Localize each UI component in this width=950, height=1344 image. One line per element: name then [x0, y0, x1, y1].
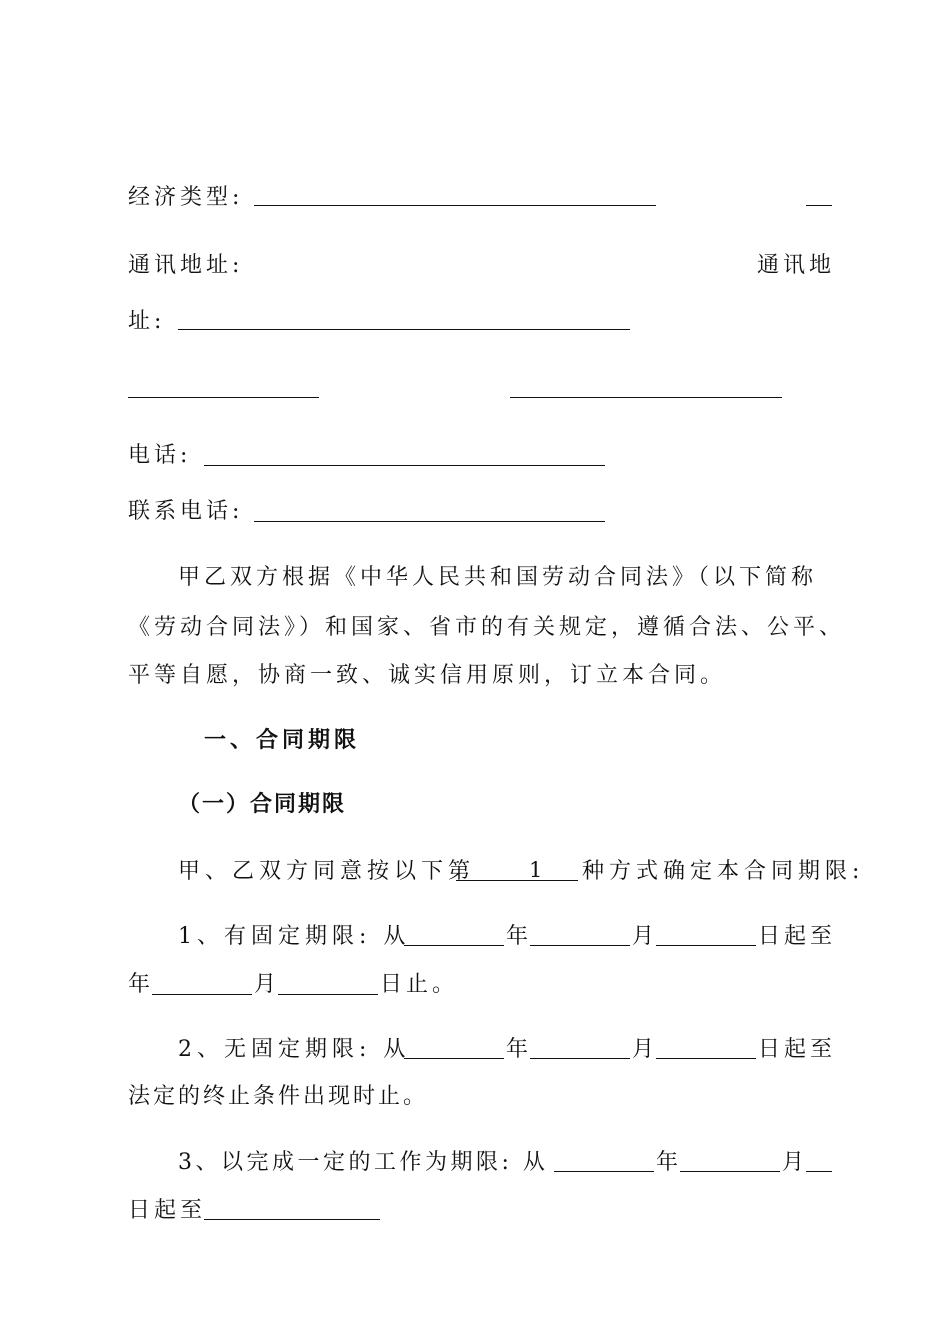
preamble-line-3: 平等自愿，协商一致、诚实信用原则，订立本合同。 — [128, 663, 727, 688]
economic-type-field-right[interactable] — [806, 205, 832, 206]
option3-pre: 3、以完成一定的工作为期限: 从 — [178, 1150, 549, 1175]
month-label: 月 — [782, 1150, 809, 1175]
month-label: 月 — [632, 924, 659, 949]
year-label: 年 — [506, 1037, 533, 1062]
option3-start-day-field[interactable] — [806, 1171, 832, 1172]
section-subheading: （一）合同期限 — [178, 791, 347, 817]
option2-start-month-field[interactable] — [530, 1058, 630, 1059]
term-intro-pre: 甲、乙双方同意按以下第 — [178, 859, 476, 884]
start-end-label: 日起至 — [758, 1037, 837, 1062]
term-option-value: 1 — [529, 858, 543, 882]
option2-start-year-field[interactable] — [404, 1058, 504, 1059]
address-field[interactable] — [178, 329, 630, 330]
start-end-label: 日起至 — [758, 924, 837, 949]
option2-start-day-field[interactable] — [656, 1058, 756, 1059]
option3-end-field[interactable] — [204, 1219, 380, 1220]
option3-line2: 日起至 — [128, 1198, 207, 1223]
option1-start-day-field[interactable] — [656, 945, 756, 946]
option1-start-month-field[interactable] — [530, 945, 630, 946]
option2-pre: 2、无固定期限: 从 — [178, 1037, 411, 1062]
phone-label: 电话: — [128, 443, 192, 468]
address-label-right: 通讯地 — [757, 253, 836, 278]
section-heading: 一、合同期限 — [204, 727, 361, 753]
address-field-line2-left[interactable] — [128, 397, 319, 398]
option1-end-year-field[interactable] — [152, 994, 252, 995]
option3-start-month-field[interactable] — [680, 1171, 780, 1172]
year-label: 年 — [656, 1150, 683, 1175]
address-label-left: 通讯地址: — [128, 253, 244, 278]
year-label: 年 — [506, 924, 533, 949]
option1-start-year-field[interactable] — [404, 945, 504, 946]
contact-phone-field[interactable] — [254, 521, 605, 522]
option2-line2: 法定的终止条件出现时止。 — [128, 1084, 429, 1109]
contact-phone-label: 联系电话: — [128, 499, 244, 524]
year-label: 年 — [128, 972, 155, 997]
address-label-cont: 址: — [128, 309, 166, 334]
phone-field[interactable] — [204, 465, 605, 466]
month-label: 月 — [632, 1037, 659, 1062]
preamble-line-1: 甲乙双方根据《中华人民共和国劳动合同法》（以下简称 — [178, 565, 818, 590]
preamble-line-2: 《劳动合同法》）和国家、省市的有关规定，遵循合法、公平、 — [128, 615, 846, 640]
option3-start-year-field[interactable] — [554, 1171, 654, 1172]
term-intro-post: 种方式确定本合同期限: — [582, 859, 865, 884]
option1-pre: 1、有固定期限: 从 — [178, 924, 411, 949]
option1-end-month-field[interactable] — [278, 994, 378, 995]
address-field-line2-right[interactable] — [510, 397, 782, 398]
month-label: 月 — [254, 972, 281, 997]
end-suffix-label: 日止。 — [380, 972, 459, 997]
economic-type-field[interactable] — [254, 205, 656, 206]
economic-type-label: 经济类型: — [128, 185, 244, 210]
